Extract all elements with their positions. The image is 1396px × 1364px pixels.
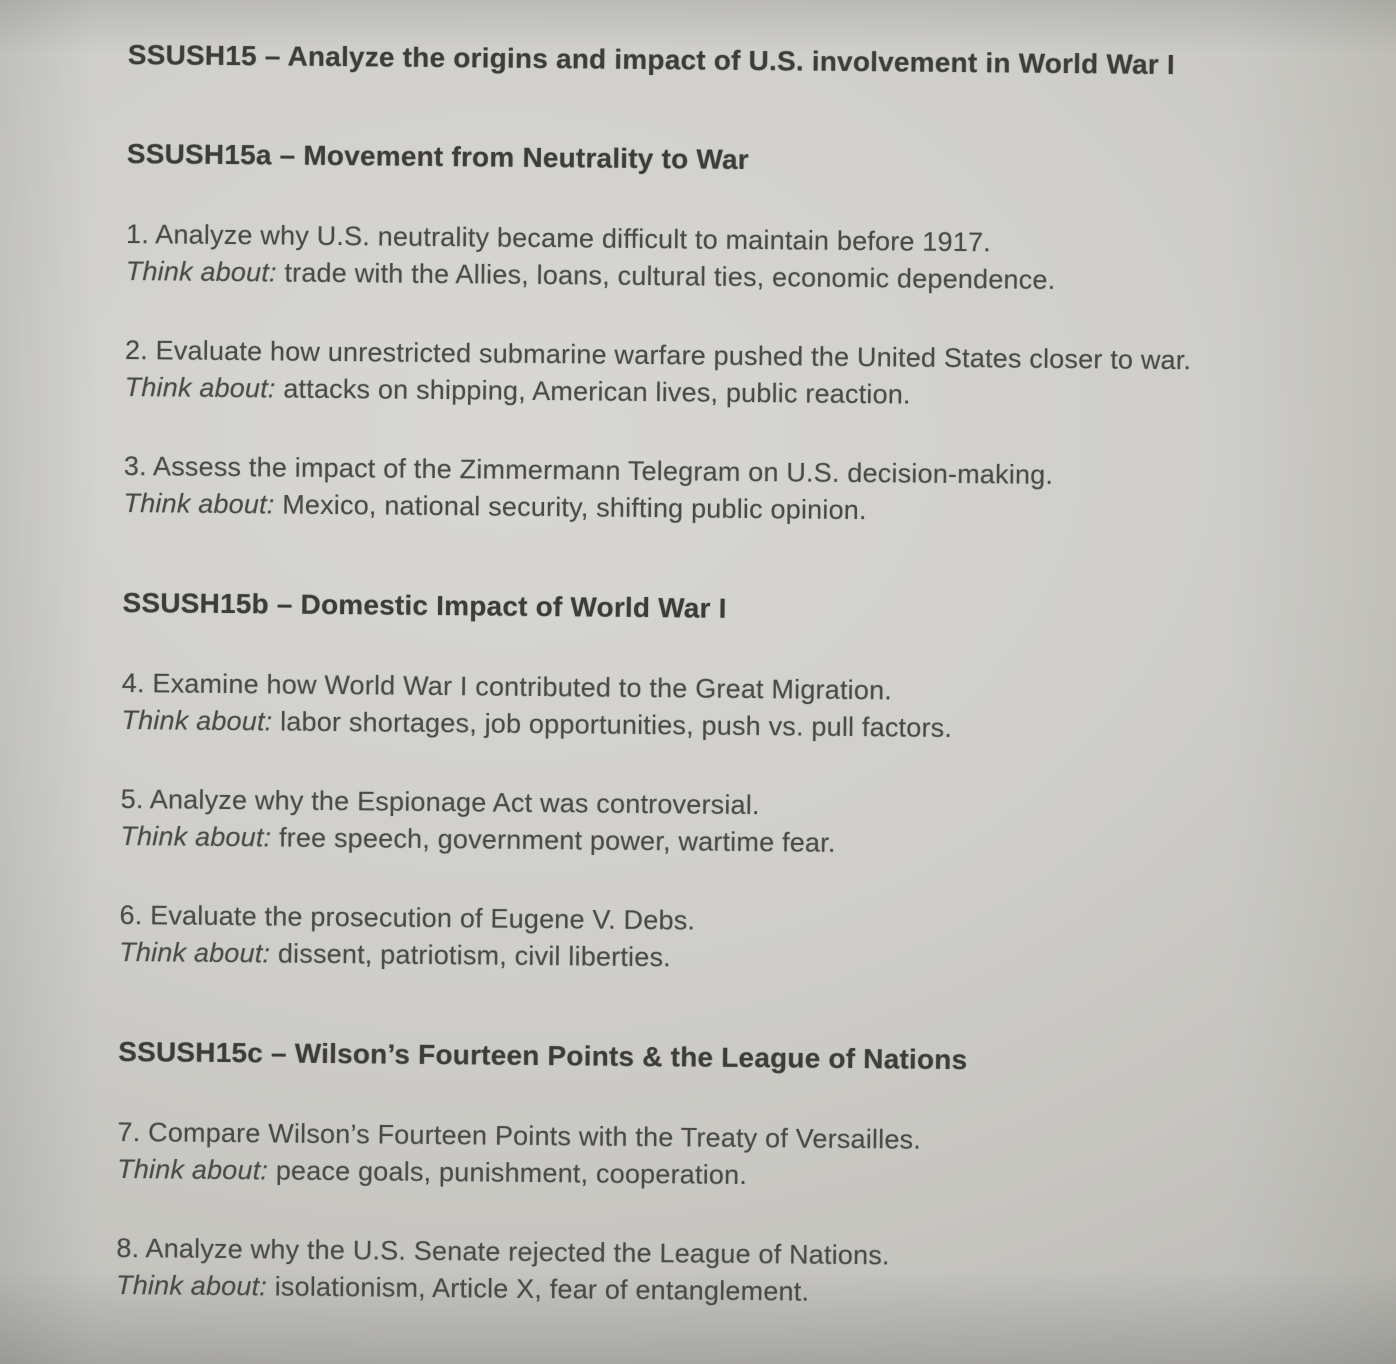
question-3 xyxy=(123,448,1386,534)
section-heading-15c: SSUSH15c – Wilson’s Fourteen Points & the League of Nations xyxy=(118,1035,968,1076)
question-prompt: 7. Compare Wilson’s Fourteen Points with the Treaty of Versailles. xyxy=(117,1116,922,1155)
think-about-label: Think about: xyxy=(123,487,275,520)
think-about-text: free speech, government power, wartime fear. xyxy=(271,822,836,858)
question-prompt: 1. Analyze why U.S. neutrality became difficult to maintain before 1917. xyxy=(125,218,992,258)
question-4 xyxy=(121,665,1384,751)
think-about-label: Think about: xyxy=(120,820,272,853)
think-about-label: Think about: xyxy=(125,255,277,288)
question-prompt: 2. Evaluate how unrestricted submarine warfare pushed the United States closer to war. xyxy=(124,334,1192,376)
question-2 xyxy=(124,332,1387,418)
section-heading-15b: SSUSH15b – Domestic Impact of World War I xyxy=(122,586,727,624)
document-content xyxy=(116,36,1390,1316)
think-about-text: isolationism, Article X, fear of entanglement. xyxy=(266,1271,810,1307)
think-about-label: Think about: xyxy=(121,704,273,737)
question-prompt: 3. Assess the impact of the Zimmermann Telegram on U.S. decision-making. xyxy=(123,450,1054,490)
think-about-text: attacks on shipping, American lives, public reaction. xyxy=(275,373,911,410)
question-6 xyxy=(119,897,1382,983)
question-8 xyxy=(116,1230,1379,1316)
question-prompt: 6. Evaluate the prosecution of Eugene V. Debs. xyxy=(119,899,696,936)
think-about-label: Think about: xyxy=(115,1269,268,1302)
question-7 xyxy=(117,1114,1380,1200)
section-heading-15a: SSUSH15a – Movement from Neutrality to War xyxy=(126,137,749,175)
think-about-label: Think about: xyxy=(124,371,276,404)
standard-title: SSUSH15 – Analyze the origins and impact of U.S. involvement in World War I xyxy=(127,38,1175,81)
think-about-text: trade with the Allies, loans, cultural ties, economic dependence. xyxy=(276,257,1056,295)
think-about-label: Think about: xyxy=(119,936,271,969)
think-about-text: labor shortages, job opportunities, push vs. pull factors. xyxy=(272,706,953,743)
think-about-text: peace goals, punishment, cooperation. xyxy=(267,1155,748,1190)
question-5 xyxy=(120,781,1383,867)
question-prompt: 8. Analyze why the U.S. Senate rejected the League of Nations. xyxy=(116,1232,890,1271)
think-about-label: Think about: xyxy=(116,1153,269,1186)
question-prompt: 4. Examine how World War I contributed to the Great Migration. xyxy=(121,667,893,706)
question-1 xyxy=(126,216,1389,302)
think-about-text: Mexico, national security, shifting public opinion. xyxy=(274,489,867,526)
think-about-text: dissent, patriotism, civil liberties. xyxy=(270,938,672,973)
question-prompt: 5. Analyze why the Espionage Act was controversial. xyxy=(120,783,760,821)
